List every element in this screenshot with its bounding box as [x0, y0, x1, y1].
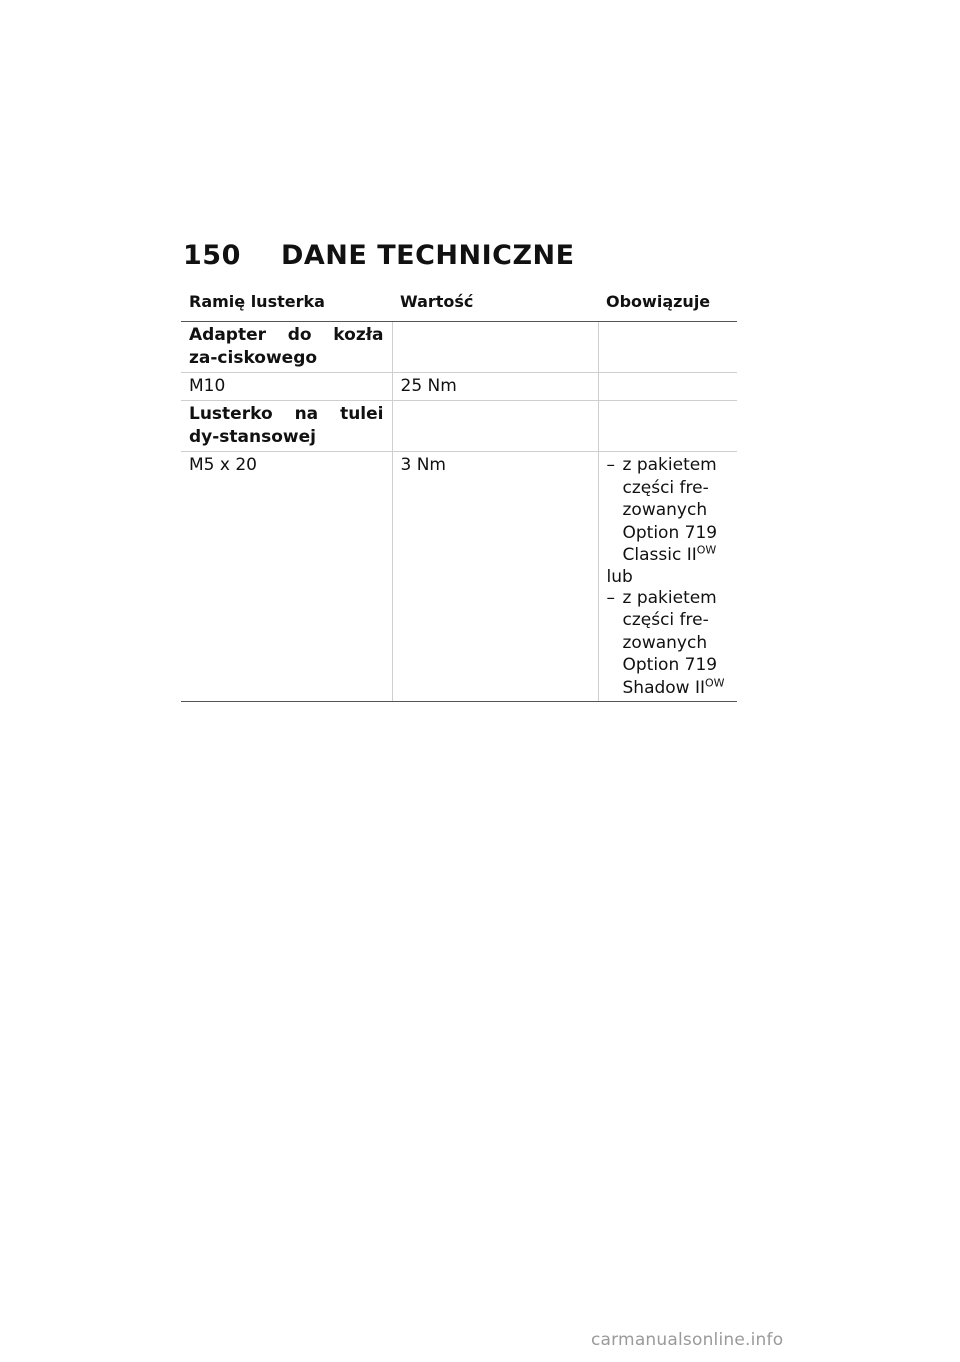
condition-superscript: OW	[705, 675, 725, 689]
row-label-caliper-adapter: Adapter do kozła za-ciskowego	[181, 322, 392, 373]
section-title: DANE TECHNICZNE	[281, 240, 575, 271]
row-value-25nm: 25 Nm	[392, 373, 598, 401]
row-applies	[598, 322, 737, 373]
row-label-m10: M10	[181, 373, 392, 401]
condition-item-shadow	[607, 587, 730, 700]
column-header-applies: Obowiązuje	[598, 286, 737, 322]
row-label-m5x20: M5 x 20	[181, 452, 392, 702]
condition-superscript: OW	[696, 543, 717, 557]
row-applies	[598, 401, 737, 452]
torque-spec-table	[181, 286, 737, 702]
condition-text: z pakietem części fre-zowanych Option 719 Shadow II	[622, 587, 718, 698]
footer-watermark: carmanualsonline.info	[591, 1330, 784, 1350]
table-row	[181, 401, 737, 452]
table-row	[181, 452, 737, 702]
table-row	[181, 373, 737, 401]
table-header-row	[181, 286, 737, 322]
column-header-value: Wartość	[392, 286, 598, 322]
column-header-mirror-arm: Ramię lusterka	[181, 286, 392, 322]
dash-bullet: –	[606, 455, 615, 475]
applies-condition-list	[607, 454, 730, 699]
row-label-mirror-spacer: Lusterko na tulei dy-stansowej	[181, 401, 392, 452]
row-value	[392, 401, 598, 452]
table-row	[181, 322, 737, 373]
row-applies	[598, 373, 737, 401]
page-header	[183, 240, 575, 271]
condition-text: z pakietem części fre-zowanych Option 719 Classic II	[622, 455, 718, 565]
page-number: 150	[183, 240, 241, 271]
row-value-3nm: 3 Nm	[392, 452, 598, 702]
dash-bullet: –	[606, 587, 615, 608]
row-applies-conditions	[598, 452, 737, 702]
condition-item-classic	[607, 454, 730, 567]
condition-separator: lub	[606, 566, 633, 587]
row-value	[392, 322, 598, 373]
